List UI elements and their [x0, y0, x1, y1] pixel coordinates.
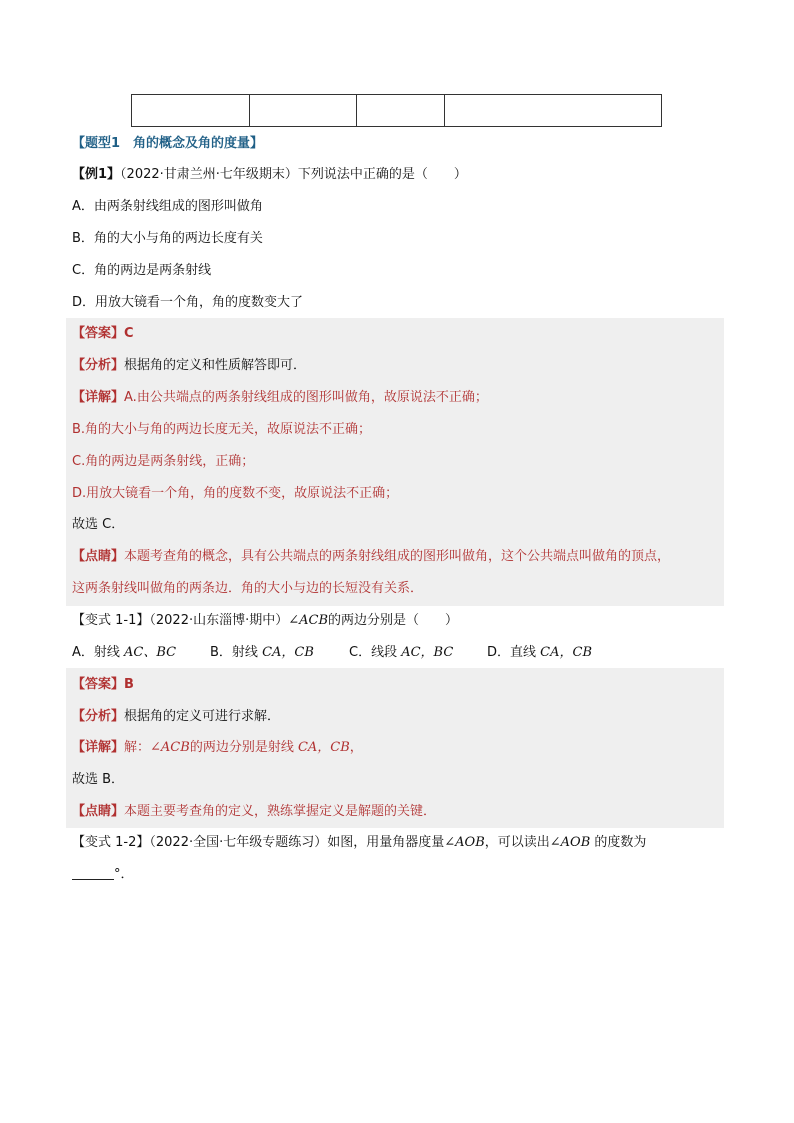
- variant-tag: 【变式 1-1】: [72, 613, 150, 628]
- answer-value: C: [124, 326, 134, 341]
- option-math: CA，CB: [262, 645, 314, 660]
- comment-line: [72, 802, 436, 822]
- option-c: C．角的两边是两条射线: [72, 263, 212, 278]
- option-math: CA，CB: [540, 645, 592, 660]
- option-prefix: B．射线: [210, 645, 263, 660]
- option-a: [72, 643, 210, 663]
- option-prefix: A．射线: [72, 645, 125, 660]
- detail-line-1: [72, 388, 488, 408]
- option-prefix: D．直线: [487, 645, 541, 660]
- answer-line: [72, 324, 134, 344]
- analysis-text: 根据角的定义和性质解答即可．: [124, 358, 307, 373]
- variant1-2-question: [72, 833, 646, 853]
- detail-end: ，: [349, 740, 363, 755]
- option-d: [487, 643, 592, 663]
- answer-label: 【答案】: [72, 326, 125, 341]
- blank-suffix: °．: [114, 867, 134, 882]
- detail-line-4: D.用放大镜看一个角，角的度数不变，故原说法不正确；: [72, 486, 399, 501]
- detail-label: 【详解】: [72, 740, 125, 755]
- analysis-label: 【分析】: [72, 358, 125, 373]
- answer-line: [72, 675, 134, 695]
- table-cell: [357, 95, 445, 126]
- answer-blank[interactable]: [72, 865, 114, 880]
- section-title: 【题型1 角的概念及角的度量】: [72, 136, 264, 151]
- answer-label: 【答案】: [72, 677, 125, 692]
- detail-math: CA，CB: [297, 740, 350, 755]
- variant-tag: 【变式 1-2】: [72, 835, 150, 850]
- answer-blank-line: [72, 865, 134, 885]
- table-cell: [132, 95, 250, 126]
- example-tag: 【例1】: [72, 167, 121, 182]
- angle-a: ∠AOB: [444, 835, 485, 850]
- answer-value: B: [124, 677, 134, 692]
- variant1-1-question: [72, 611, 458, 631]
- analysis-label: 【分析】: [72, 709, 125, 724]
- analysis-line: [72, 356, 306, 376]
- detail-line: [72, 738, 363, 758]
- option-math: AC，BC: [401, 645, 454, 660]
- choice-line: 故选 C．: [72, 517, 125, 532]
- detail-mid: 的两边分别是射线: [189, 740, 298, 755]
- option-c: [349, 643, 487, 663]
- analysis-text: 根据角的定义可进行求解．: [124, 709, 281, 724]
- detail-line-3: C.角的两边是两条射线，正确；: [72, 454, 255, 469]
- variant-source: （2022·山东淄博·期中）: [149, 613, 289, 628]
- example1-question: [72, 165, 467, 185]
- question-text-b: ，可以读出: [484, 835, 550, 850]
- analysis-line: [72, 707, 280, 727]
- option-math: AC、BC: [124, 645, 177, 660]
- angle-b: ∠AOB: [549, 835, 591, 850]
- question-text-a: 如图，用量角器度量: [327, 835, 445, 850]
- option-d: D．用放大镜看一个角，角的度数变大了: [72, 295, 304, 310]
- option-a: A．由两条射线组成的图形叫做角: [72, 199, 263, 214]
- comment-text: 本题主要考查角的定义，熟练掌握定义是解题的关键．: [124, 804, 437, 819]
- angle-symbol: ∠ACB: [288, 613, 329, 628]
- detail-label: 【详解】: [72, 390, 125, 405]
- variant-source: （2022·全国·七年级专题练习）: [149, 835, 328, 850]
- variant-question-text: 的两边分别是（ ）: [328, 613, 459, 628]
- comment-text: 本题考查角的概念，具有公共端点的两条射线组成的图形叫做角，这个公共端点叫做角的顶点，: [124, 549, 671, 564]
- table-cell: [445, 95, 661, 126]
- detail-line-2: B.角的大小与角的两边长度无关，故原说法不正确；: [72, 422, 372, 437]
- comment-line-2: 这两条射线叫做角的两条边．角的大小与边的长短没有关系．: [72, 581, 424, 596]
- detail-prefix: 解：: [124, 740, 151, 755]
- option-b: B．角的大小与角的两边长度有关: [72, 231, 263, 246]
- variant1-1-options: [72, 643, 592, 663]
- detail-text: A.由公共端点的两条射线组成的图形叫做角，故原说法不正确；: [124, 390, 488, 405]
- detail-angle: ∠ACB: [150, 740, 190, 755]
- example-source: （2022·甘肃兰州·七年级期末）: [120, 167, 298, 182]
- comment-label: 【点睛】: [72, 804, 125, 819]
- table-cell: [250, 95, 357, 126]
- header-table: [131, 94, 662, 127]
- comment-line-1: [72, 547, 670, 567]
- question-text-c: 的度数为: [590, 835, 647, 850]
- comment-label: 【点睛】: [72, 549, 125, 564]
- choice-line: 故选 B．: [72, 772, 125, 787]
- option-prefix: C．线段: [349, 645, 402, 660]
- example-question-text: 下列说法中正确的是（ ）: [297, 167, 467, 182]
- option-b: [210, 643, 349, 663]
